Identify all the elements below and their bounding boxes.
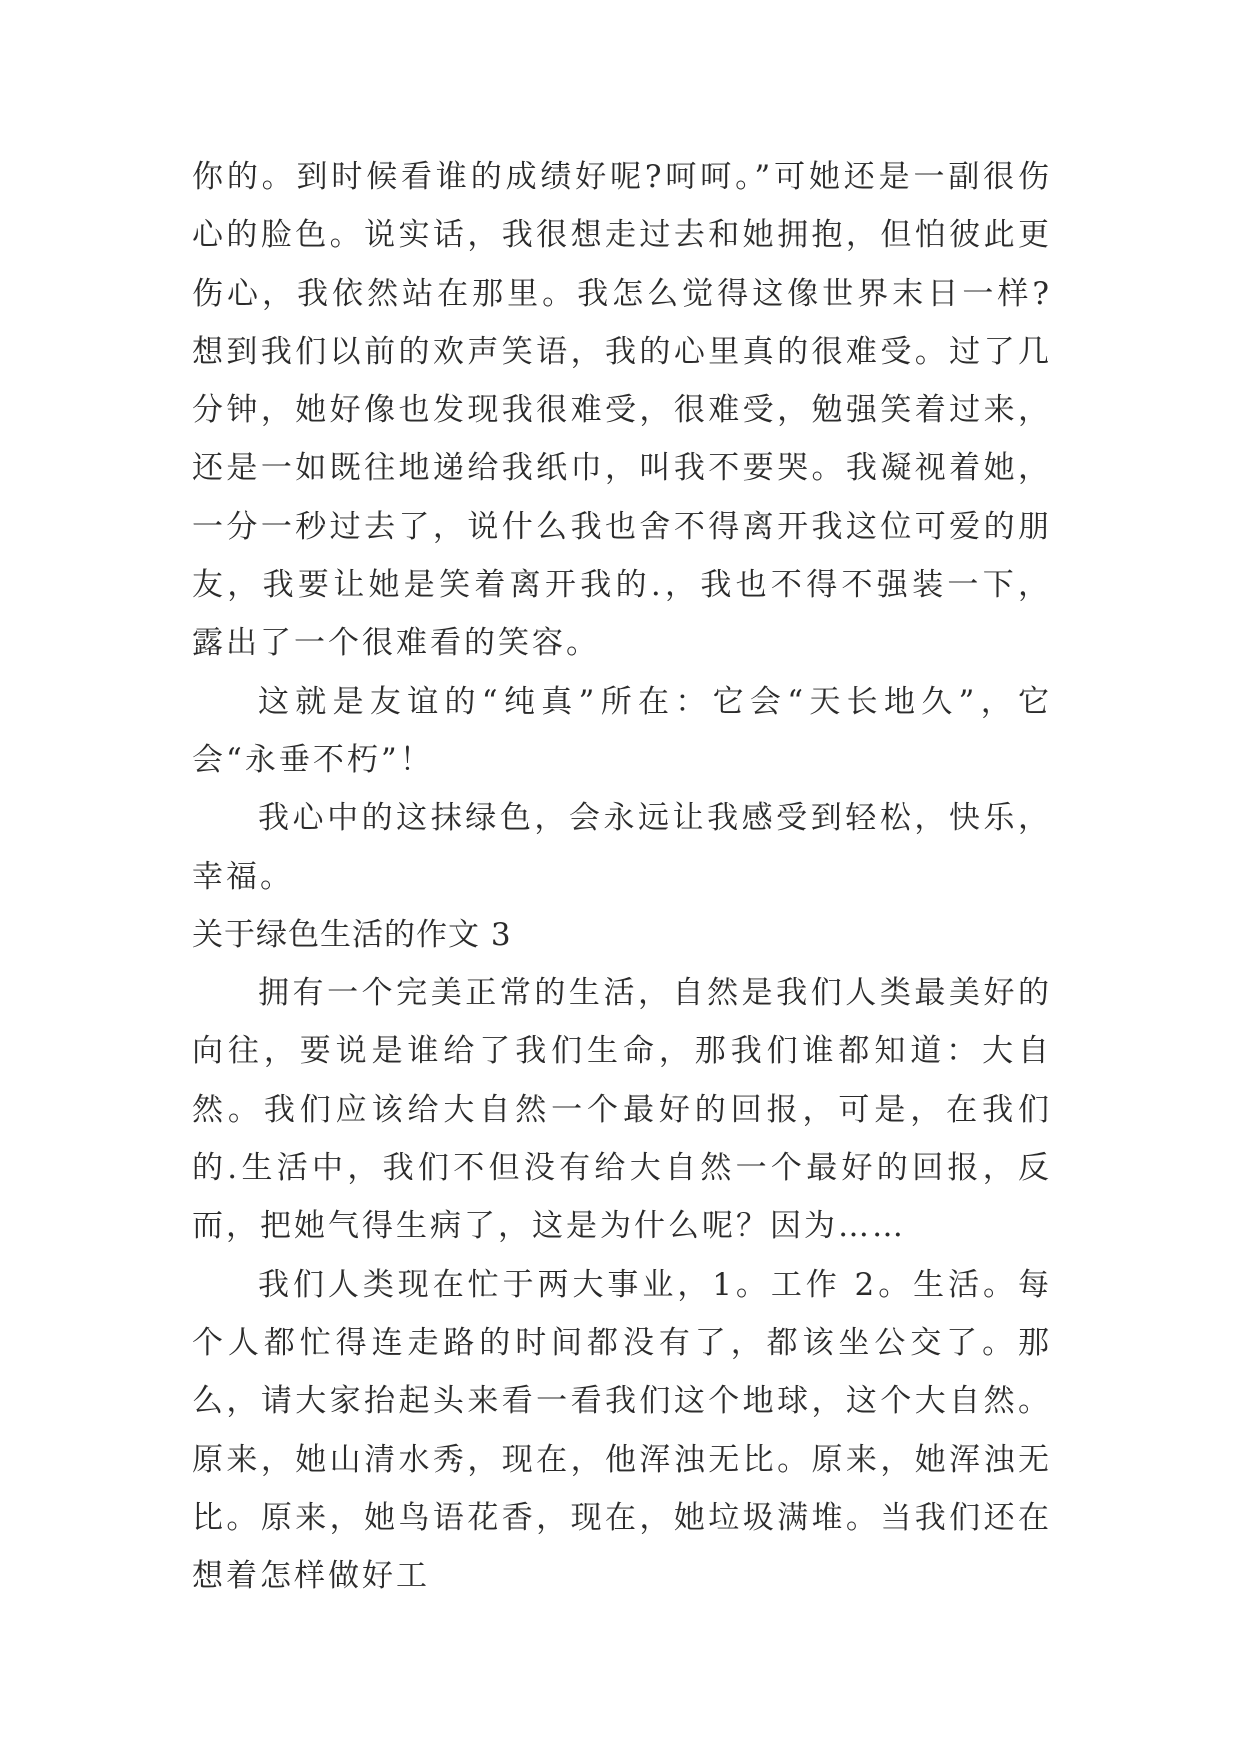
document-body <box>192 148 1052 1605</box>
paragraph-5: 我们人类现在忙于两大事业，1。工作 2。生活。每个人都忙得连走路的时间都没有了，都该坐公交了。那么，请大家抬起头来看一看我们这个地球，这个大自然。原来，她山清水秀，现在，他浑浊无比。原来，她浑浊无比。原来，她鸟语花香，现在，她垃圾满堆。当我们还在想着怎样做好工 <box>192 1266 1052 1595</box>
section-heading: 关于绿色生活的作文 3 <box>192 916 512 953</box>
paragraph-2: 这就是友谊的“纯真”所在：它会“天长地久”，它会“永垂不朽”！ <box>192 683 1052 778</box>
paragraph-4: 拥有一个完美正常的生活，自然是我们人类最美好的向往，要说是谁给了我们生命，那我们谁都知道：大自然。我们应该给大自然一个最好的回报，可是，在我们的.生活中，我们不但没有给大自然一个最好的回报，反而，把她气得生病了，这是为什么呢？因为…… <box>192 975 1052 1245</box>
paragraph-1: 你的。到时候看谁的成绩好呢?呵呵。”可她还是一副很伤心的脸色。说实话，我很想走过去和她拥抱，但怕彼此更伤心，我依然站在那里。我怎么觉得这像世界末日一样?想到我们以前的欢声笑语，我的心里真的很难受。过了几分钟，她好像也发现我很难受，很难受，勉强笑着过来，还是一如既往地递给我纸巾，叫我不要哭。我凝视着她，一分一秒过去了，说什么我也舍不得离开我这位可爱的朋友，我要让她是笑着离开我的.，我也不得不强装一下，露出了一个很难看的笑容。 <box>192 159 1052 662</box>
paragraph-3: 我心中的这抹绿色，会永远让我感受到轻松，快乐，幸福。 <box>192 800 1052 895</box>
